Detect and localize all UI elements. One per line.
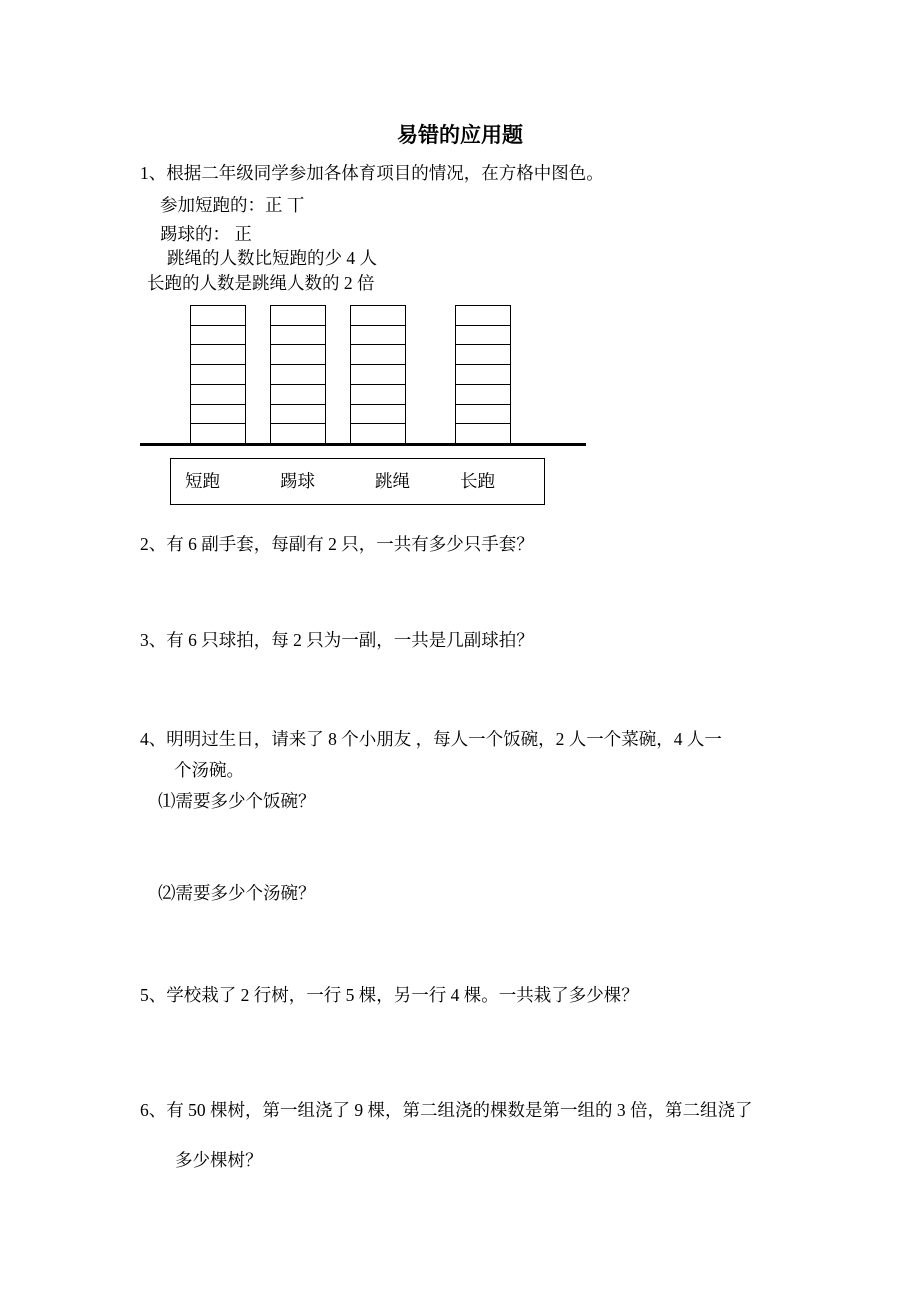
category-label-short-run: 短跑 bbox=[185, 471, 220, 491]
grid-cell bbox=[271, 385, 325, 405]
question-1-stem: 1、根据二年级同学参加各体育项目的情况，在方格中图色。 bbox=[140, 163, 604, 183]
grid-cell bbox=[271, 326, 325, 346]
grid-cell bbox=[351, 345, 405, 365]
grid-cell bbox=[271, 405, 325, 425]
grid-cell bbox=[351, 424, 405, 443]
grid-cell bbox=[351, 385, 405, 405]
grid-column bbox=[270, 305, 326, 444]
question-6-line1: 6、有 50 棵树，第一组浇了 9 棵，第二组浇的棵数是第一组的 3 倍，第二组浇了 bbox=[140, 1100, 753, 1120]
question-2: 2、有 6 副手套，每副有 2 只，一共有多少只手套？ bbox=[140, 534, 534, 554]
grid-cell bbox=[456, 405, 510, 425]
question-5: 5、学校栽了 2 行树，一行 5 棵，另一行 4 棵。一共栽了多少棵？ bbox=[140, 985, 639, 1005]
grid-cell bbox=[271, 345, 325, 365]
clue-long-run: 长跑的人数是跳绳人数的 2 倍 bbox=[147, 273, 375, 293]
category-label-box bbox=[170, 458, 545, 505]
grid-cell bbox=[191, 345, 245, 365]
question-4-sub2: ⑵需要多少个汤碗？ bbox=[158, 883, 316, 903]
question-4-sub1: ⑴需要多少个饭碗？ bbox=[158, 791, 316, 811]
page-title: 易错的应用题 bbox=[397, 123, 523, 147]
question-4-line1: 4、明明过生日，请来了 8 个小朋友 ，每人一个饭碗，2 人一个菜碗，4 人一 bbox=[140, 729, 722, 749]
grid-cell bbox=[191, 405, 245, 425]
grid-cell bbox=[456, 345, 510, 365]
grid-cell bbox=[351, 306, 405, 326]
grid-cell bbox=[271, 424, 325, 443]
category-label-kick-ball: 踢球 bbox=[280, 471, 315, 491]
coloring-grid-chart bbox=[140, 305, 600, 444]
grid-cell bbox=[456, 385, 510, 405]
grid-column bbox=[350, 305, 406, 444]
grid-cell bbox=[351, 405, 405, 425]
grid-cell bbox=[456, 365, 510, 385]
grid-cell bbox=[456, 424, 510, 443]
question-6-line2: 多少棵树？ bbox=[175, 1150, 263, 1170]
grid-cell bbox=[191, 365, 245, 385]
question-4-line2: 个汤碗。 bbox=[174, 760, 244, 780]
tally-line-kick: 踢球的： 正 bbox=[160, 224, 252, 244]
grid-cell bbox=[191, 306, 245, 326]
grid-cell bbox=[456, 306, 510, 326]
grid-cell bbox=[191, 424, 245, 443]
grid-cell bbox=[351, 365, 405, 385]
grid-cell bbox=[456, 326, 510, 346]
grid-column bbox=[190, 305, 246, 444]
axis-line bbox=[140, 443, 586, 446]
grid-cell bbox=[351, 326, 405, 346]
question-3: 3、有 6 只球拍，每 2 只为一副，一共是几副球拍？ bbox=[140, 630, 534, 650]
category-label-long-run: 长跑 bbox=[460, 471, 495, 491]
grid-cell bbox=[271, 365, 325, 385]
clue-jump-rope: 跳绳的人数比短跑的少 4 人 bbox=[167, 248, 377, 268]
tally-line-short-run: 参加短跑的：正 丅 bbox=[160, 195, 305, 215]
grid-column bbox=[455, 305, 511, 444]
grid-cell bbox=[271, 306, 325, 326]
category-label-jump-rope: 跳绳 bbox=[375, 471, 410, 491]
grid-cell bbox=[191, 326, 245, 346]
grid-cell bbox=[191, 385, 245, 405]
